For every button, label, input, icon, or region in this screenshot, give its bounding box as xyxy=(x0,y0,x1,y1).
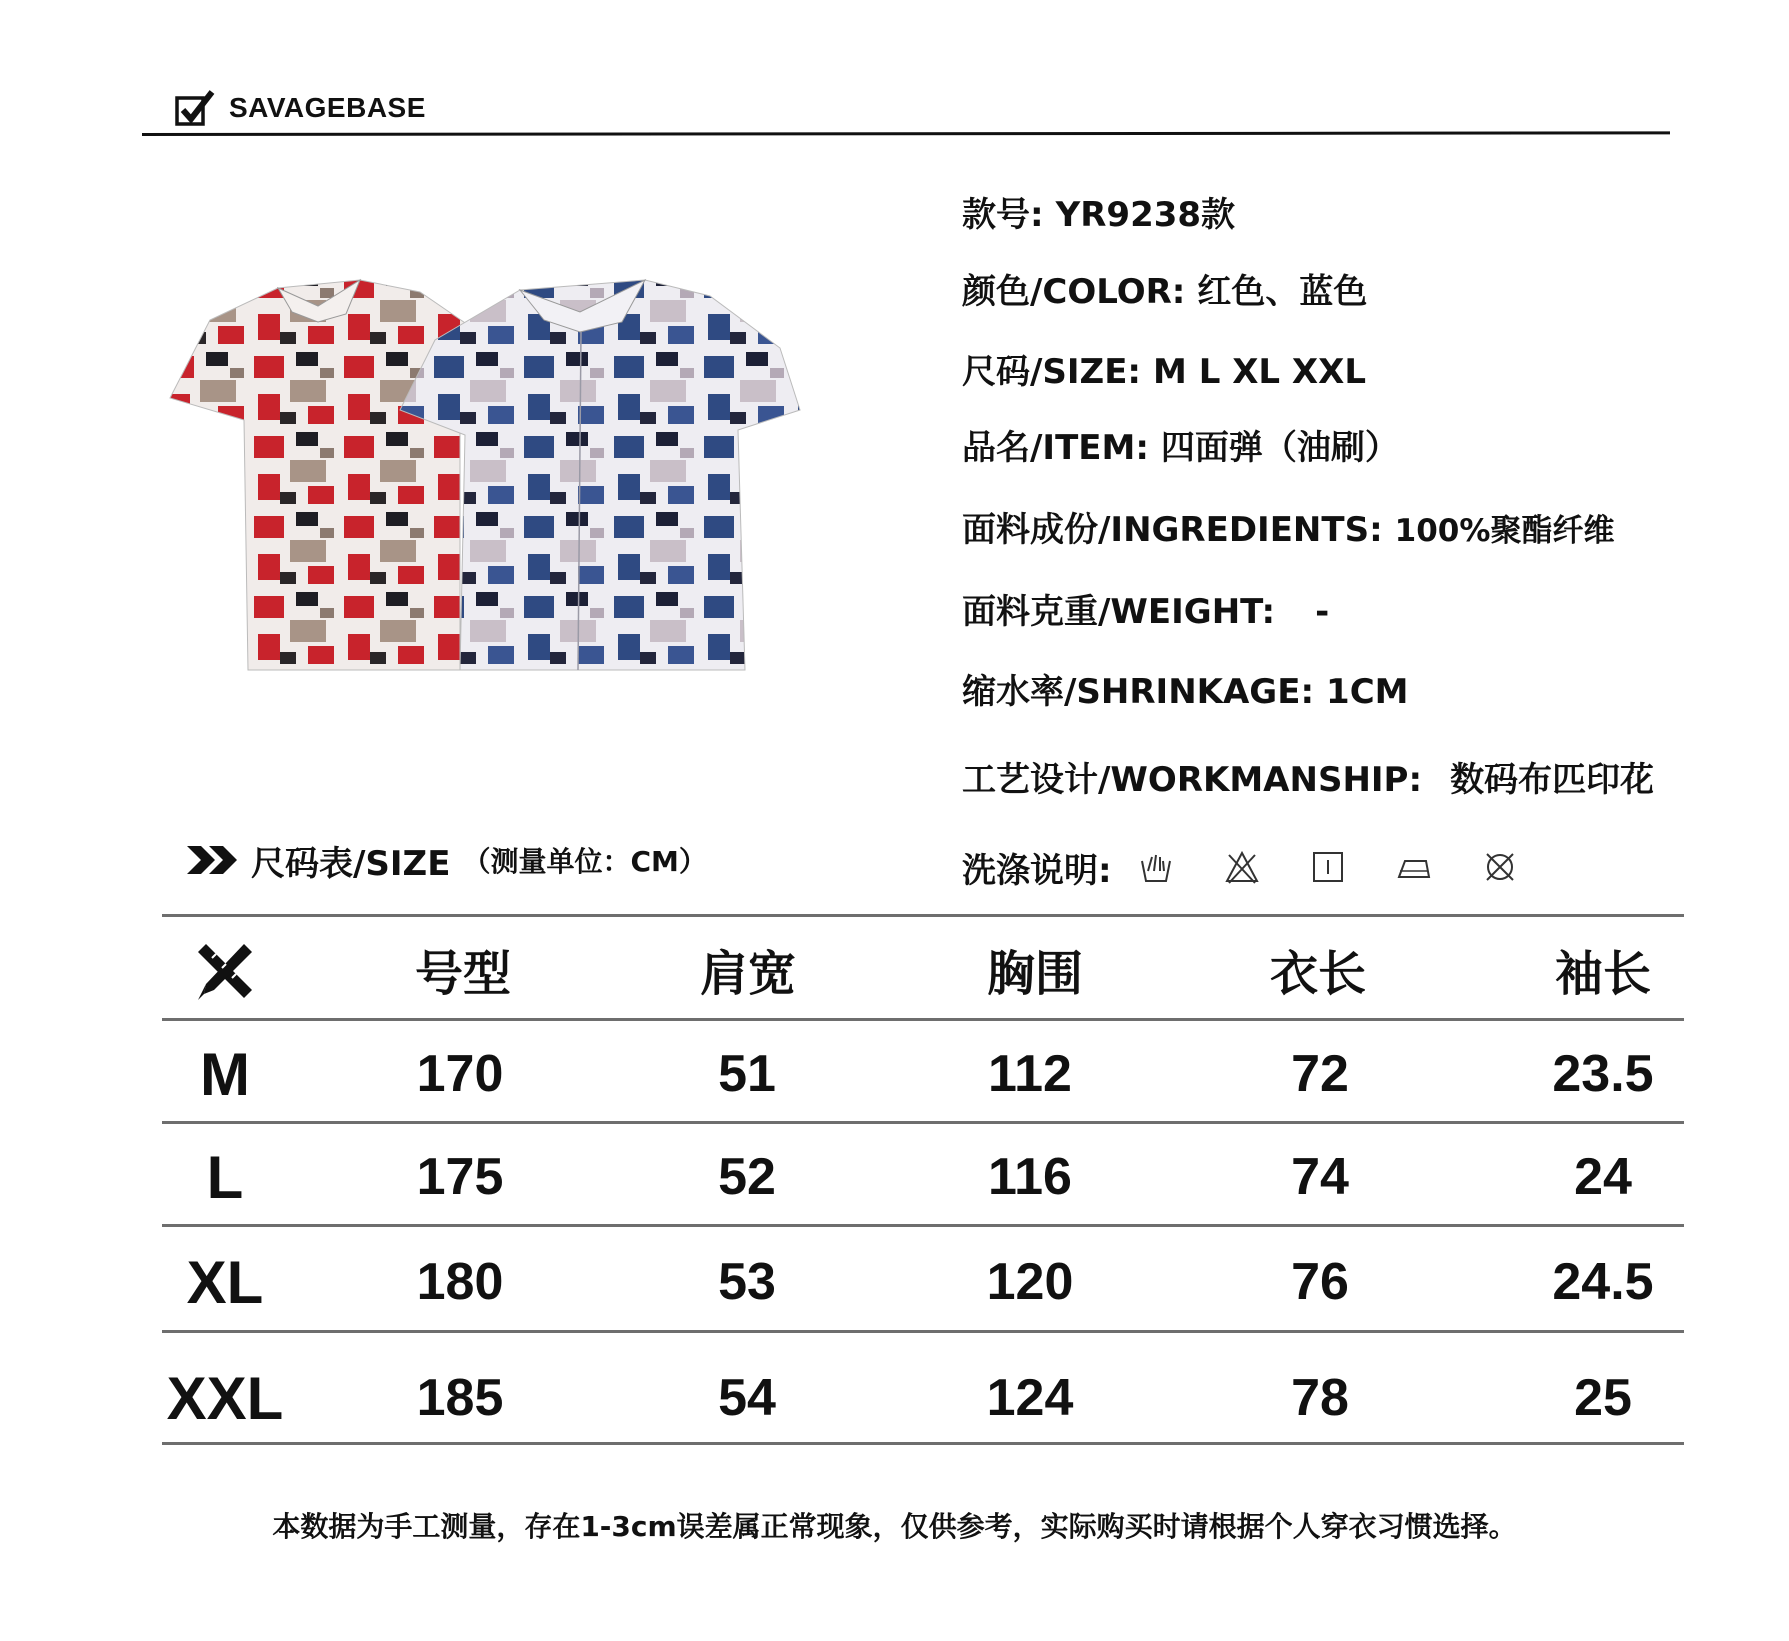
column-header-fit: 号型 xyxy=(414,946,511,1002)
table-rule xyxy=(162,1018,1684,1021)
spec-style-no xyxy=(962,195,1235,235)
spec-ingredients-label: 面料成份/INGREDIENTS: xyxy=(962,510,1383,550)
table-cell: 24 xyxy=(1574,1148,1632,1206)
table-cell: 120 xyxy=(986,1253,1074,1311)
table-cell: 76 xyxy=(1291,1253,1349,1311)
hand-wash-icon xyxy=(1138,849,1174,885)
table-cell: 52 xyxy=(718,1148,776,1206)
spec-weight-value: - xyxy=(1315,592,1330,632)
row-size-label: L xyxy=(206,1144,244,1211)
column-header-chest: 胸围 xyxy=(986,946,1083,1002)
table-cell: 175 xyxy=(416,1148,504,1206)
table-cell: 51 xyxy=(718,1045,776,1103)
care-label: 洗涤说明: xyxy=(962,850,1112,891)
spec-size-value: M L XL XXL xyxy=(1153,352,1367,392)
brand-name: SAVAGEBASE xyxy=(229,92,426,123)
spec-workmanship xyxy=(962,760,1654,800)
row-size-label: M xyxy=(200,1041,250,1108)
table-cell: 116 xyxy=(988,1148,1072,1206)
measurement-footnote: 本数据为手工测量，存在1-3cm误差属正常现象，仅供参考，实际购买时请根据个人穿衣习惯选择。 xyxy=(272,1510,1517,1543)
size-table-unit: （测量单位：CM） xyxy=(462,845,707,878)
table-cell: 23.5 xyxy=(1552,1045,1654,1103)
table-rule xyxy=(162,914,1684,917)
spec-shrinkage xyxy=(962,672,1409,712)
tumble-dry-icon xyxy=(1310,849,1346,885)
row-size-label: XL xyxy=(186,1249,264,1316)
product-image xyxy=(160,270,910,680)
table-cell: 112 xyxy=(988,1045,1072,1103)
row-size-label: XXL xyxy=(166,1365,284,1432)
spec-ingredients xyxy=(962,510,1614,551)
table-rule xyxy=(162,1224,1684,1227)
header-divider xyxy=(142,131,1670,136)
care-instructions xyxy=(962,845,1518,889)
spec-size-label: 尺码/SIZE: xyxy=(962,352,1142,392)
table-cell: 74 xyxy=(1291,1148,1349,1206)
no-bleach-icon xyxy=(1224,849,1260,885)
table-cell: 124 xyxy=(986,1369,1074,1427)
spec-workmanship-label: 工艺设计/WORKMANSHIP: xyxy=(962,760,1423,800)
table-rule xyxy=(162,1442,1684,1445)
spec-style-no-label: 款号: xyxy=(962,195,1044,235)
spec-workmanship-value: 数码布匹印花 xyxy=(1450,760,1655,800)
table-cell: 54 xyxy=(718,1369,776,1427)
table-rule xyxy=(162,1330,1684,1333)
spec-style-no-value: YR9238款 xyxy=(1055,195,1236,235)
table-cell: 25 xyxy=(1574,1369,1632,1427)
ruler-pencil-icon xyxy=(192,938,258,1004)
brand xyxy=(175,88,426,128)
iron-icon xyxy=(1396,849,1432,885)
column-header-length: 衣长 xyxy=(1269,946,1366,1002)
checkbox-check-icon xyxy=(175,88,215,128)
spec-color-value: 红色、蓝色 xyxy=(1197,272,1368,312)
spec-shrinkage-value: 1CM xyxy=(1326,672,1409,712)
table-cell: 185 xyxy=(416,1369,504,1427)
size-table-title: 尺码表/SIZE xyxy=(251,843,451,884)
spec-weight-label: 面料克重/WEIGHT: xyxy=(962,592,1276,632)
size-table-heading xyxy=(185,838,707,882)
table-cell: 170 xyxy=(416,1045,504,1103)
double-chevron-icon xyxy=(185,842,241,878)
no-dry-clean-icon xyxy=(1482,849,1518,885)
spec-item-value: 四面弹（油刷） xyxy=(1160,428,1399,468)
table-cell: 78 xyxy=(1291,1369,1349,1427)
table-cell: 24.5 xyxy=(1552,1253,1654,1311)
table-cell: 180 xyxy=(416,1253,504,1311)
spec-weight xyxy=(962,592,1329,632)
table-cell: 72 xyxy=(1291,1045,1349,1103)
spec-item xyxy=(962,428,1399,468)
spec-size xyxy=(962,352,1366,392)
table-rule xyxy=(162,1121,1684,1124)
column-header-sleeve: 袖长 xyxy=(1554,946,1651,1002)
column-header-shoulder: 肩宽 xyxy=(699,946,796,1002)
spec-color-label: 颜色/COLOR: xyxy=(962,272,1186,312)
table-cell: 53 xyxy=(718,1253,776,1311)
spec-shrinkage-label: 缩水率/SHRINKAGE: xyxy=(962,672,1315,712)
spec-item-label: 品名/ITEM: xyxy=(962,428,1149,468)
spec-ingredients-value: 100%聚酯纤维 xyxy=(1394,513,1615,549)
spec-color xyxy=(962,272,1367,312)
